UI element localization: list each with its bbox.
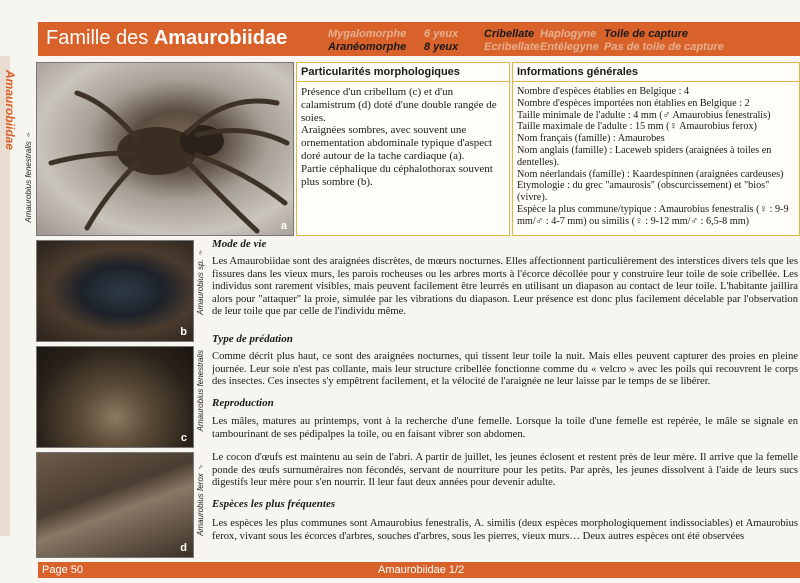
photo-caption-a: Amaurobius fenestralis ♀ (24, 130, 33, 223)
photo-letter-c: c (180, 432, 187, 444)
section-title-predation: Type de prédation (212, 333, 293, 345)
classification-tag: Ecribellate (484, 41, 540, 53)
section-title-reproduction: Reproduction (212, 397, 274, 409)
general-info-line: Nombre d'espèces établies en Belgique : 4 (517, 86, 690, 97)
general-info-box (512, 62, 800, 236)
section-text-lifestyle: Les Amaurobiidae sont des araignées discrètes, de mœurs nocturnes. Elles affectionnent particulièrement des interstices divers tels que les fissures dans les vieux murs, les parois rocheuses ou les arbres morts à l'écorce décollée pour y construire leur toile de soie cribellée. Les individus sont rarement visibles, mais peuvent facilement être leurrés en utilisant un diapason au contact de leur toile. L'habitante jaillira alors pour "attaquer" la proie, simulée par les vibrations du diapason. Leur présence est donc plus facilement décelable par l'observation de leur toile que par celle de l'individu même. (212, 256, 798, 318)
spider-illustration (37, 63, 293, 235)
general-info-line: Nom français (famille) : Amaurobes (517, 133, 665, 145)
page-number: Page 50 (42, 564, 83, 576)
general-info-line: Espèce la plus commune/typique : Amaurobius fenestralis (♀ : 9-9 mm/♂ : 4-7 mm) ou similis (♀ : 9-12 mm/♂ : 6,5-8 mm) (517, 203, 789, 227)
general-info-line: Nom anglais (famille) : Laceweb spiders (araignées à toiles en dentelles). (517, 144, 772, 168)
classification-tag: Pas de toile de capture (604, 41, 724, 53)
section-text-reproduction-2: Le cocon d'œufs est maintenu au sein de l'abri. A partir de juillet, les jeunes éclosent et restent près de leur mère. Il arrive que la femelle ponde des œufs surnuméraires non fécondés, servant de nourriture pour les petits. Par après, les jeunes dissolvent à l'aide de leurs sucs digestifs leur mère pour s'en nourrir. Il leur faut deux années pour devenir adulte. (212, 452, 798, 489)
spider-photo-c (36, 346, 194, 448)
photo-letter-d: d (180, 542, 187, 554)
spider-photo-d (36, 452, 194, 558)
morphology-box (296, 62, 510, 236)
family-header-bar (38, 22, 800, 56)
spider-photo-a (36, 62, 294, 236)
general-info-list (513, 82, 799, 228)
spider-photo-b (36, 240, 194, 342)
general-info-line: Nom néerlandais (famille) : Kaardespinnen (araignées cardeuses) (517, 168, 784, 180)
general-info-line: Taille minimale de l'adulte : 4 mm (♂ Amaurobius fenestralis) (517, 109, 771, 121)
photo-caption-c: Amaurobius fenestralis (196, 350, 205, 432)
classification-tag: Entélegyne (540, 41, 599, 53)
section-text-predation: Comme décrit plus haut, ce sont des araignées nocturnes, qui tissent leur toile la nuit. Mais elles peuvent capturer des proies en pleine journée. Leur soie n'est pas collante, mais leur structure cribellée fonctionne comme du « velcro » avec les poils qui recouvrent le corps des insectes. Ces insectes s'y empêtrent facilement, et la vélocité de l'araignée ne leur laisse par le temps de se libérer. (212, 351, 798, 388)
photo-letter-a: a (280, 220, 287, 232)
family-title-prefix: Famille des (46, 27, 149, 49)
classification-tag: Toile de capture (604, 28, 688, 40)
family-side-label: Amaurobiidae (3, 70, 17, 151)
section-text-species: Les espèces les plus communes sont Amaurobius fenestralis, A. similis (deux espèces morphologiquement indissociables) et Amaurobius ferox, vivant sous les écorces d'arbres, souches d'arbres, sous les pierres, vieux murs… Deux autres espèces ont été observées (212, 518, 798, 542)
general-info-line: Etymologie : du grec "amaurosis" (obscurcissement) et "bios" (vivre). (517, 180, 770, 204)
family-title-name: Amaurobiidae (153, 27, 288, 49)
section-text-reproduction-1: Les mâles, matures au printemps, vont à la recherche d'une femelle. Lorsque la toile d'une femelle est repérée, le mâle se signale en tambourinant de ses pédipalpes la toile, ou en faisant vibrer son abdomen. (212, 416, 798, 440)
general-info-title: Informations générales (513, 63, 799, 82)
classification-tag: 8 yeux (424, 41, 459, 53)
photo-letter-b: b (180, 326, 187, 338)
family-title (46, 27, 287, 50)
morphology-title: Particularités morphologiques (297, 63, 509, 82)
general-info-line: Nombre d'espèces importées non établies en Belgique : 2 (517, 97, 750, 109)
morphology-paragraph-3: Partie céphalique du céphalothorax souvent plus sombre (b). (301, 162, 493, 188)
classification-tag: Haplogyne (540, 28, 597, 40)
page-footer (38, 562, 800, 578)
footer-title: Amaurobiidae 1/2 (378, 564, 465, 576)
morphology-paragraph-2: Araignées sombres, avec souvent une ornementation abdominale typique d'aspect doré autour de la tache cardiaque (a). (301, 124, 493, 162)
classification-tag: Cribellate (484, 28, 535, 40)
morphology-paragraph-1: Présence d'un cribellum (c) et d'un calamistrum (d) doté d'une double rangée de soies. (301, 86, 497, 124)
photo-caption-b: Amaurobius sp. ♀ (196, 248, 205, 315)
photo-caption-d: Amaurobius ferox ♂ (196, 462, 205, 536)
classification-tag: Mygalomorphe (328, 28, 407, 40)
section-title-lifestyle: Mode de vie (212, 238, 267, 250)
classification-tag: 6 yeux (424, 28, 459, 40)
general-info-line: Taille maximale de l'adulte : 15 mm (♀ Amaurobius ferox) (517, 121, 757, 133)
classification-tag: Aranéomorphe (328, 41, 407, 53)
section-title-species: Espèces les plus fréquentes (212, 498, 336, 510)
